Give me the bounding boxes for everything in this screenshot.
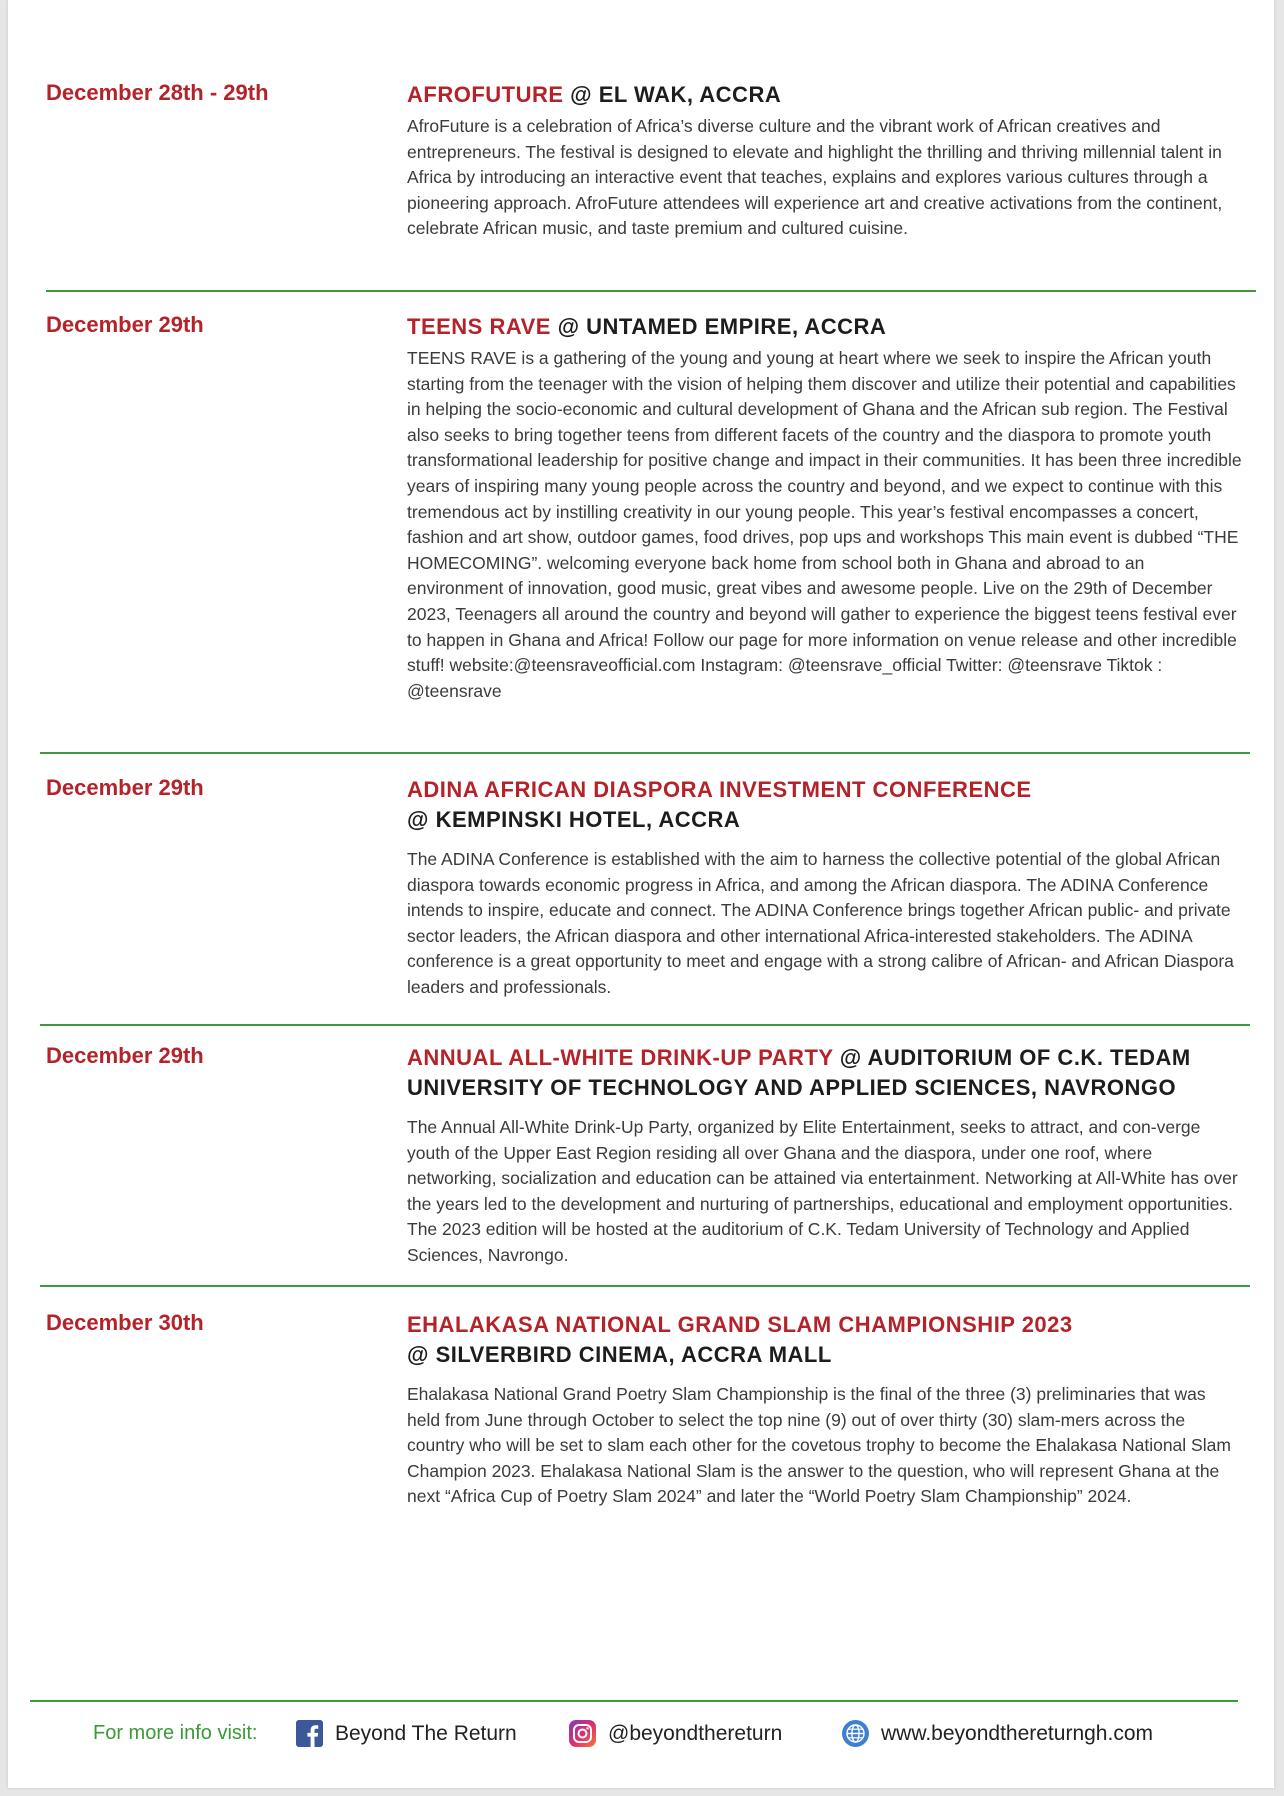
event-title-venue: @ AUDITORIUM OF C.K. TEDAM UNIVERSITY OF TECHNOLOGY AND APPLIED SCIENCES, NAVRONGO [407,1045,1191,1100]
event-title-venue: @ UNTAMED EMPIRE, ACCRA [550,314,887,339]
page [8,0,1274,1788]
event-content [407,80,1242,242]
event-title [407,775,1242,805]
event-date: December 28th - 29th [46,80,269,105]
footer [8,1718,1274,1754]
divider [40,1024,1250,1026]
event-title [407,1310,1242,1340]
event-description: The ADINA Conference is established with the aim to harness the collective potential of the global African diaspora towards economic progress in Africa, and among the African diaspora. The ADINA Conference intends to inspire, educate and connect. The ADINA Conference brings together African public- and private sector leaders, the African diaspora and other international Africa-interested stakeholders. The ADINA conference is a great opportunity to meet and engage with a strong calibre of African- and African Diaspora leaders and professionals. [407,849,1234,997]
instagram-link[interactable] [569,1720,782,1747]
event-title-name: ADINA AFRICAN DIASPORA INVESTMENT CONFERENCE [407,777,1032,802]
event-title-venue: @ EL WAK, ACCRA [563,82,782,107]
event-content [407,312,1242,704]
event-content [407,1043,1242,1269]
event-date: December 29th [46,775,204,800]
event-description: AfroFuture is a celebration of Africa’s diverse culture and the vibrant work of African creatives and entrepreneurs. The festival is designed to elevate and highlight the thrilling and thriving millennial talent in Africa by introducing an interactive event that teaches, explains and explores various cultures through a pioneering approach. AfroFuture attendees will experience art and creative activations from the continent, celebrate African music, and taste premium and cultured cuisine. [407,116,1223,239]
divider [46,290,1256,292]
event-title-name: ANNUAL ALL-WHITE DRINK-UP PARTY [407,1045,834,1070]
facebook-icon [296,1720,323,1747]
instagram-icon [569,1720,596,1747]
event-content [407,1310,1242,1510]
event-title-line2: @ SILVERBIRD CINEMA, ACCRA MALL [407,1342,832,1367]
instagram-label: @beyondthereturn [608,1721,783,1745]
event-content [407,775,1242,1001]
event-date: December 30th [46,1310,204,1335]
event-date: December 29th [46,312,204,337]
website-link[interactable] [842,1720,1153,1747]
event-description: The Annual All-White Drink-Up Party, organized by Elite Entertainment, seeks to attract, and con-verge youth of the Upper East Region residing all over Ghana and the diaspora, under one roof, where networking, socialization and education can be attained via entertainment. Networking at All-White has over the years led to the development and nurturing of partnerships, educational and employment opportunities. The 2023 edition will be hosted at the auditorium of C.K. Tedam University of Technology and Applied Sciences, Navrongo. [407,1117,1238,1265]
divider [40,752,1250,754]
event-date: December 29th [46,1043,204,1068]
facebook-label: Beyond The Return [335,1721,517,1745]
footer-label: For more info visit: [93,1722,258,1744]
event-description: Ehalakasa National Grand Poetry Slam Championship is the final of the three (3) preliminaries that was held from June through October to select the top nine (9) out of over thirty (30) slam-mers across the country who will be set to slam each other for the covetous trophy to become the Ehalakasa National Slam Champion 2023. Ehalakasa National Slam is the answer to the question, who will represent Ghana at the next “Africa Cup of Poetry Slam 2024” and later the “World Poetry Slam Championship” 2024. [407,1384,1231,1507]
website-label: www.beyondthereturngh.com [881,1721,1153,1745]
event-title [407,312,1242,342]
divider [40,1285,1250,1287]
event-title [407,80,1242,110]
event-title [407,1043,1242,1103]
event-title-line2: @ KEMPINSKI HOTEL, ACCRA [407,807,741,832]
event-title-name: TEENS RAVE [407,314,551,339]
event-description: TEENS RAVE is a gathering of the young and young at heart where we seek to inspire the African youth starting from the teenager with the vision of helping them discover and utilize their potential and capabilities in helping the socio-economic and cultural development of Ghana and the African sub region. The Festival also seeks to bring together teens from different facets of the country and the diaspora to promote youth transformational leadership for positive change and impact in their communities. It has been three incredible years of inspiring many young people across the country and beyond, and we expect to continue with this tremendous act by instilling creativity in our young people. This year’s festival encompasses a concert, fashion and art show, outdoor games, food drives, pop ups and workshops This main event is dubbed “THE HOMECOMING”. welcoming everyone back home from school both in Ghana and abroad to an environment of innovation, good music, great vibes and awesome people. Live on the 29th of December 2023, Teenagers all around the country and beyond will gather to experience the biggest teens festival ever to happen in Ghana and Africa! Follow our page for more information on venue release and other incredible stuff! website:@teensraveofficial.com Instagram: @teensrave_official Twitter: @teensrave Tiktok : @teensrave [407,348,1242,701]
footer-divider [30,1700,1238,1702]
globe-icon [842,1720,869,1747]
event-title-name: AFROFUTURE [407,82,564,107]
event-title-name: EHALAKASA NATIONAL GRAND SLAM CHAMPIONSHIP 2023 [407,1312,1073,1337]
facebook-link[interactable] [296,1720,517,1747]
